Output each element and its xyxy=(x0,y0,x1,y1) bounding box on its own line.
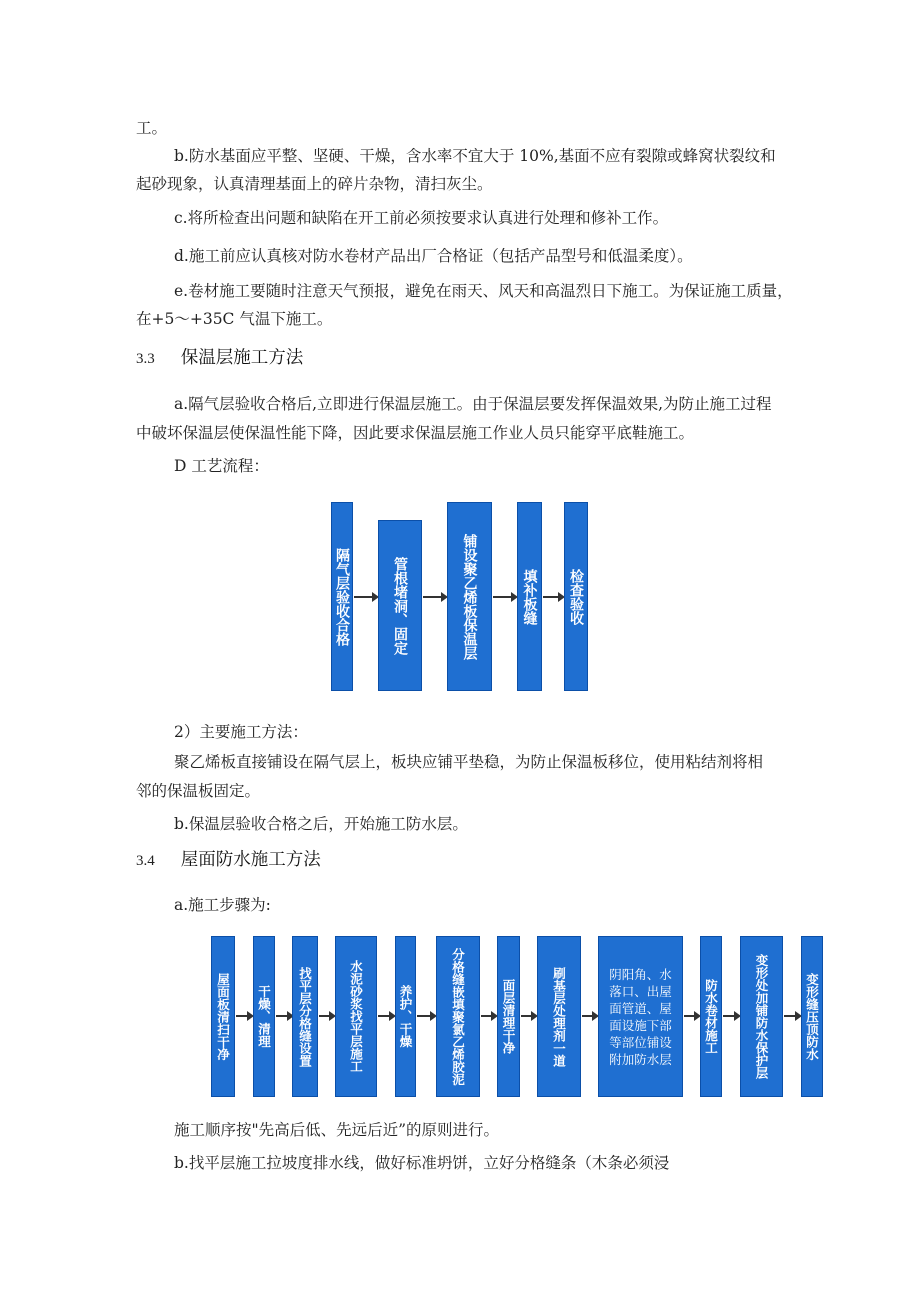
paragraph-line: 起砂现象，认真清理基面上的碎片杂物，清扫灰尘。 xyxy=(136,175,493,193)
arrow-icon xyxy=(684,1015,695,1017)
section-number: 3.4 xyxy=(136,853,155,869)
paragraph-line: b.防水基面应平整、坚硬、干燥，含水率不宜大于 10%,基面不应有裂隙或蜂窝状裂纹和 xyxy=(174,147,776,165)
arrow-icon xyxy=(319,1015,330,1017)
flow-step: 管根堵洞、固定 xyxy=(378,520,422,691)
paragraph-line: e.卷材施工要随时注意天气预报，避免在雨天、风天和高温烈日下施工。为保证施工质量， xyxy=(174,282,793,300)
paragraph-line: 2）主要施工方法： xyxy=(174,723,308,741)
arrow-icon xyxy=(582,1015,593,1017)
flow-step: 填补板缝 xyxy=(517,502,542,691)
paragraph-line: d.施工前应认真核对防水卷材产品出厂合格证（包括产品型号和低温柔度）。 xyxy=(174,247,693,265)
paragraph-line: c.将所检查出问题和缺陷在开工前必须按要求认真进行处理和修补工作。 xyxy=(174,209,669,227)
flow-step: 分格缝嵌填聚氯乙烯胶泥 xyxy=(436,936,480,1097)
arrow-icon xyxy=(417,1015,431,1017)
section-heading xyxy=(136,346,303,371)
section-title: 保温层施工方法 xyxy=(180,348,304,368)
paragraph-line: b.找平层施工拉坡度排水线，做好标准坍饼，立好分格缝条（木条必须浸 xyxy=(174,1154,670,1172)
paragraph-line: 施工顺序按"先高后低、先远后近”的原则进行。 xyxy=(174,1121,500,1139)
flow-step: 变形处加铺防水保护层 xyxy=(740,936,783,1097)
arrow-icon xyxy=(784,1015,796,1017)
arrow-icon xyxy=(493,596,512,598)
flow-step: 阴阳角、水 落口、出屋 面管道、屋 面设施下部 等部位铺设 附加防水层 xyxy=(598,936,683,1097)
arrow-icon xyxy=(236,1015,248,1017)
paragraph-line: 中破坏保温层使保温性能下降，因此要求保温层施工作业人员只能穿平底鞋施工。 xyxy=(136,424,695,442)
arrow-icon xyxy=(378,1015,390,1017)
arrow-icon xyxy=(354,596,373,598)
section-heading xyxy=(136,848,321,873)
paragraph-line: 在+5～+35C 气温下施工。 xyxy=(136,310,333,328)
flow-step: 水泥砂浆找平层施工 xyxy=(335,936,377,1097)
arrow-icon xyxy=(423,596,442,598)
arrow-icon xyxy=(481,1015,492,1017)
flow-step: 养护、干燥 xyxy=(395,936,416,1097)
paragraph-line: b.保温层验收合格之后，开始施工防水层。 xyxy=(174,815,468,833)
section-number: 3.3 xyxy=(136,351,155,367)
flow-step: 面层清理干净 xyxy=(497,936,520,1097)
paragraph-line: a.施工步骤为: xyxy=(174,896,271,914)
paragraph-line: 工。 xyxy=(136,119,168,137)
flow-step: 找平层分格缝设置 xyxy=(292,936,318,1097)
paragraph-line: 邻的保温板固定。 xyxy=(136,782,261,800)
flow-step: 刷基层处理剂一道 xyxy=(537,936,581,1097)
paragraph-line: 聚乙烯板直接铺设在隔气层上，板块应铺平垫稳，为防止保温板移位，使用粘结剂将相 xyxy=(174,753,764,771)
flow-step: 干燥、清理 xyxy=(253,936,275,1097)
flow-step: 防水卷材施工 xyxy=(700,936,722,1097)
paragraph-line: a.隔气层验收合格后,立即进行保温层施工。由于保温层要发挥保温效果,为防止施工过程 xyxy=(174,395,772,413)
flow-step: 隔气层验收合格 xyxy=(331,502,353,691)
paragraph-line: D 工艺流程： xyxy=(174,457,269,475)
flow-step: 屋面板清扫干净 xyxy=(211,936,235,1097)
flow-step: 检查验收 xyxy=(564,502,588,691)
section-title: 屋面防水施工方法 xyxy=(180,850,321,870)
flow-step: 铺设聚乙烯板保温层 xyxy=(447,502,492,691)
arrow-icon xyxy=(521,1015,532,1017)
flow-step: 变形缝压顶防水 xyxy=(801,936,823,1097)
arrow-icon xyxy=(543,596,559,598)
arrow-icon xyxy=(723,1015,735,1017)
arrow-icon xyxy=(276,1015,288,1017)
